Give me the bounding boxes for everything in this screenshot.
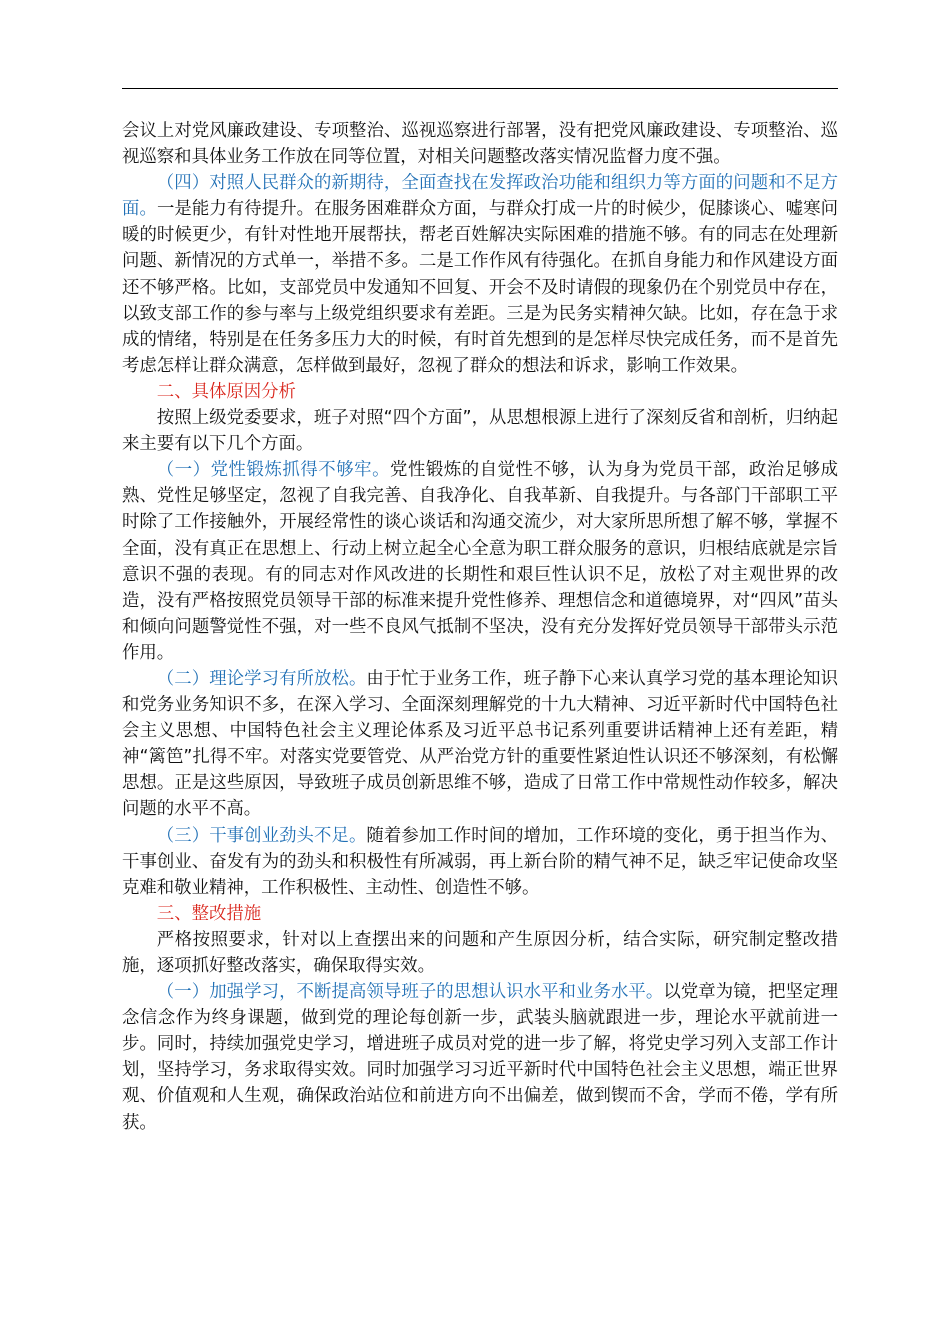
paragraph-text: 党性锻炼的自觉性不够，认为身为党员干部，政治足够成熟、党性足够坚定，忽视了自我完善、自我净化、自我革新、自我提升。与各部门干部职工平时除了工作接触外，开展经常性的谈心谈话和沟通交流少，对大家所思所想了解不够，掌握不全面，没有真正在思想上、行动上树立起全心全意为职工群众服务的意识，归根结底就是宗旨意识不强的表现。有的同志对作风改进的长期性和艰巨性认识不足，放松了对主观世界的改造，没有严格按照党员领导干部的标准来提升党性修养、理想信念和道德境界，对“四风”苗头和倾向问题警觉性不强，对一些不良风气抵制不坚决，没有充分发挥好党员领导干部带头示范作用。 bbox=[122, 460, 838, 663]
subheading-1: （一）党性锻炼抓得不够牢。 bbox=[156, 460, 391, 481]
section-title: 三、整改措施 bbox=[156, 903, 262, 924]
paragraph-4 bbox=[122, 405, 838, 457]
subheading-4: （四）对照人民群众的新期待，全面查找在发挥政治功能和组织力等方面的问题和不足方面。 bbox=[122, 173, 838, 220]
paragraph-2 bbox=[122, 170, 838, 379]
paragraph-7 bbox=[122, 823, 838, 901]
paragraph-9 bbox=[122, 927, 838, 979]
paragraph-5 bbox=[122, 457, 838, 666]
paragraph-text: 由于忙于业务工作，班子静下心来认真学习党的基本理论知识和党务业务知识不多，在深入学习、全面深刻理解党的十九大精神、习近平新时代中国特色社会主义思想、中国特色社会主义理论体系及习近平总书记系列重要讲话精神上还有差距，精神“篱笆”扎得不牢。对落实党要管党、从严治党方针的重要性紧迫性认识还不够深刻，有松懈思想。正是这些原因，导致班子成员创新思维不够，造成了日常工作中常规性动作较多，解决问题的水平不高。 bbox=[122, 668, 838, 820]
header-rule bbox=[122, 88, 838, 89]
paragraph-10 bbox=[122, 979, 838, 1136]
document-body bbox=[122, 118, 838, 1136]
subheading-3: （三）干事创业劲头不足。 bbox=[156, 825, 367, 846]
paragraph-text: 会议上对党风廉政建设、专项整治、巡视巡察进行部署，没有把党风廉政建设、专项整治、巡视巡察和具体业务工作放在同等位置，对相关问题整改落实情况监督力度不强。 bbox=[122, 121, 838, 168]
paragraph-text: 按照上级党委要求，班子对照“四个方面”，从思想根源上进行了深刻反省和剖析，归纳起来主要有以下几个方面。 bbox=[122, 408, 838, 455]
section-heading-2 bbox=[122, 379, 838, 405]
subheading-2: （二）理论学习有所放松。 bbox=[156, 668, 367, 689]
paragraph-1 bbox=[122, 118, 838, 170]
section-heading-3 bbox=[122, 901, 838, 927]
section-title: 二、具体原因分析 bbox=[156, 381, 296, 402]
paragraph-text: 随着参加工作时间的增加，工作环境的变化，勇于担当作为、干事创业、奋发有为的劲头和积极性有所减弱，再上新台阶的精气神不足，缺乏牢记使命攻坚克难和敬业精神，工作积极性、主动性、创造性不够。 bbox=[122, 825, 838, 898]
paragraph-6 bbox=[122, 666, 838, 823]
paragraph-text: 一是能力有待提升。在服务困难群众方面，与群众打成一片的时候少，促膝谈心、嘘寒问暖的时候更少，有针对性地开展帮扶，帮老百姓解决实际困难的措施不够。有的同志在处理新问题、新情况的方式单一，举措不多。二是工作作风有待强化。在抓自身能力和作风建设方面还不够严格。比如，支部党员中发通知不回复、开会不及时请假的现象仍在个别党员中存在，以致支部工作的参与率与上级党组织要求有差距。三是为民务实精神欠缺。比如，存在急于求成的情绪，特别是在任务多压力大的时候，有时首先想到的是怎样尽快完成任务，而不是首先考虑怎样让群众满意，怎样做到最好，忽视了群众的想法和诉求，影响工作效果。 bbox=[122, 199, 838, 376]
subheading-1: （一）加强学习，不断提高领导班子的思想认识水平和业务水平。 bbox=[156, 982, 664, 1003]
paragraph-text: 以党章为镜，把坚定理念信念作为终身课题，做到党的理论每创新一步，武装头脑就跟进一步，理论水平就前进一步。同时，持续加强党史学习，增进班子成员对党的进一步了解，将党史学习列入支部工作计划，坚持学习，务求取得实效。同时加强学习习近平新时代中国特色社会主义思想，端正世界观、价值观和人生观，确保政治站位和前进方向不出偏差，做到锲而不舍，学而不倦，学有所获。 bbox=[122, 982, 838, 1133]
paragraph-text: 严格按照要求，针对以上查摆出来的问题和产生原因分析，结合实际，研究制定整改措施，逐项抓好整改落实，确保取得实效。 bbox=[122, 929, 838, 976]
